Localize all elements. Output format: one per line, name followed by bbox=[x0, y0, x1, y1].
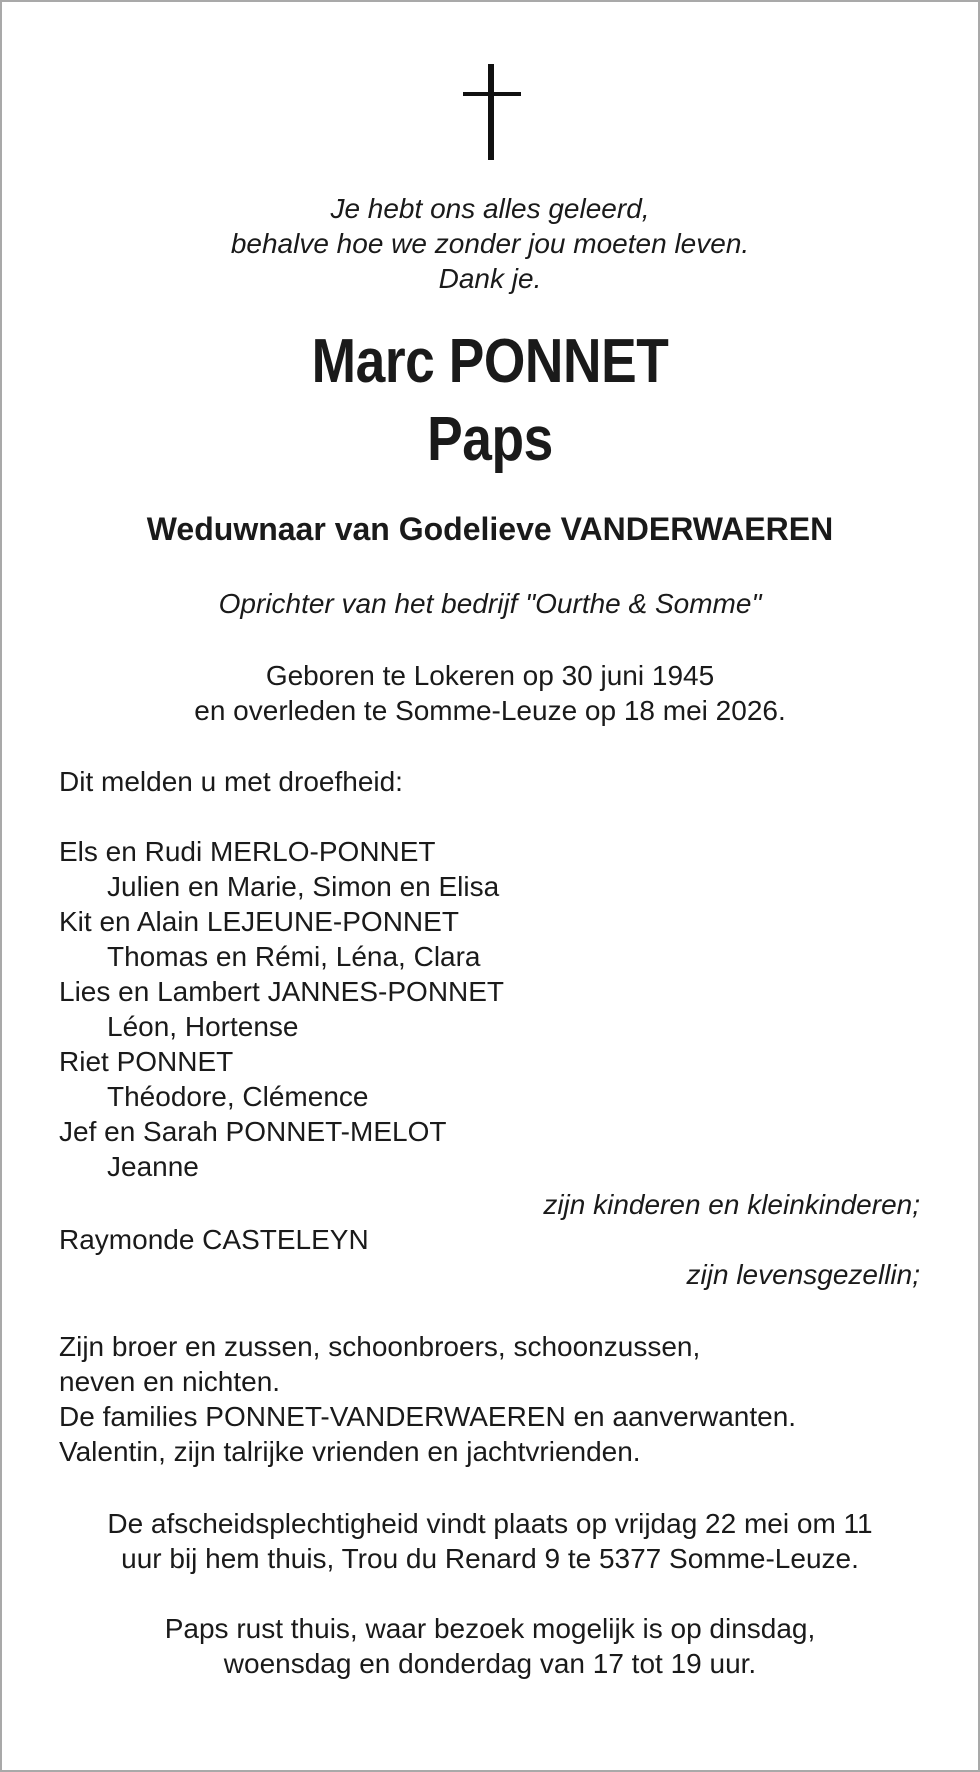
children-label: zijn kinderen en kleinkinderen; bbox=[543, 1189, 920, 1220]
visit-line: Paps rust thuis, waar bezoek mogelijk is op dinsdag, bbox=[164, 1613, 816, 1644]
family-children: Julien en Marie, Simon en Elisa bbox=[107, 871, 500, 902]
ceremony-line: De afscheidsplechtigheid vindt plaats op vrijdag 22 mei om 11 bbox=[107, 1508, 873, 1539]
deceased-name-block bbox=[2, 323, 978, 479]
ceremony-line: uur bij hem thuis, Trou du Renard 9 te 5377 Somme-Leuze. bbox=[121, 1543, 859, 1574]
relatives-block bbox=[59, 1329, 796, 1469]
family-parents: Lies en Lambert JANNES-PONNET bbox=[59, 976, 505, 1007]
relatives-line: Zijn broer en zussen, schoonbroers, schoonzussen, bbox=[59, 1331, 701, 1362]
visit-line: woensdag en donderdag van 17 tot 19 uur. bbox=[223, 1648, 757, 1679]
partner-label: zijn levensgezellin; bbox=[686, 1259, 920, 1290]
relatives-line: De families PONNET-VANDERWAEREN en aanverwanten. bbox=[59, 1401, 797, 1432]
family-parents: Riet PONNET bbox=[59, 1046, 234, 1077]
quote-line: Dank je. bbox=[438, 263, 542, 294]
family-parents: Kit en Alain LEJEUNE-PONNET bbox=[59, 906, 459, 937]
family-parents: Jef en Sarah PONNET-MELOT bbox=[59, 1116, 447, 1147]
family-children: Thomas en Rémi, Léna, Clara bbox=[107, 941, 481, 972]
partner-name: Raymonde CASTELEYN bbox=[59, 1224, 369, 1255]
birth-death bbox=[2, 658, 978, 728]
deceased-nickname: Paps bbox=[427, 405, 553, 474]
quote-line: Je hebt ons alles geleerd, bbox=[330, 193, 650, 224]
death-line: en overleden te Somme-Leuze op 18 mei 2026. bbox=[194, 695, 786, 726]
family-list bbox=[59, 834, 504, 1184]
ceremony-block bbox=[2, 1506, 978, 1576]
relatives-line: neven en nichten. bbox=[59, 1366, 281, 1397]
founder-line: Oprichter van het bedrijf "Ourthe & Somme" bbox=[218, 588, 762, 619]
family-children: Théodore, Clémence bbox=[107, 1081, 369, 1112]
widower-line: Weduwnaar van Godelieve VANDERWAEREN bbox=[146, 511, 834, 547]
visit-block bbox=[2, 1611, 978, 1681]
quote-line: behalve hoe we zonder jou moeten leven. bbox=[230, 228, 750, 259]
birth-line: Geboren te Lokeren op 30 juni 1945 bbox=[265, 660, 715, 691]
family-parents: Els en Rudi MERLO-PONNET bbox=[59, 836, 436, 867]
quote bbox=[2, 191, 978, 296]
cross-icon bbox=[463, 64, 521, 160]
family-children: Jeanne bbox=[107, 1151, 199, 1182]
deceased-name: Marc PONNET bbox=[311, 327, 669, 396]
announce-line: Dit melden u met droefheid: bbox=[59, 766, 403, 797]
family-children: Léon, Hortense bbox=[107, 1011, 299, 1042]
relatives-line: Valentin, zijn talrijke vrienden en jachtvrienden. bbox=[59, 1436, 641, 1467]
